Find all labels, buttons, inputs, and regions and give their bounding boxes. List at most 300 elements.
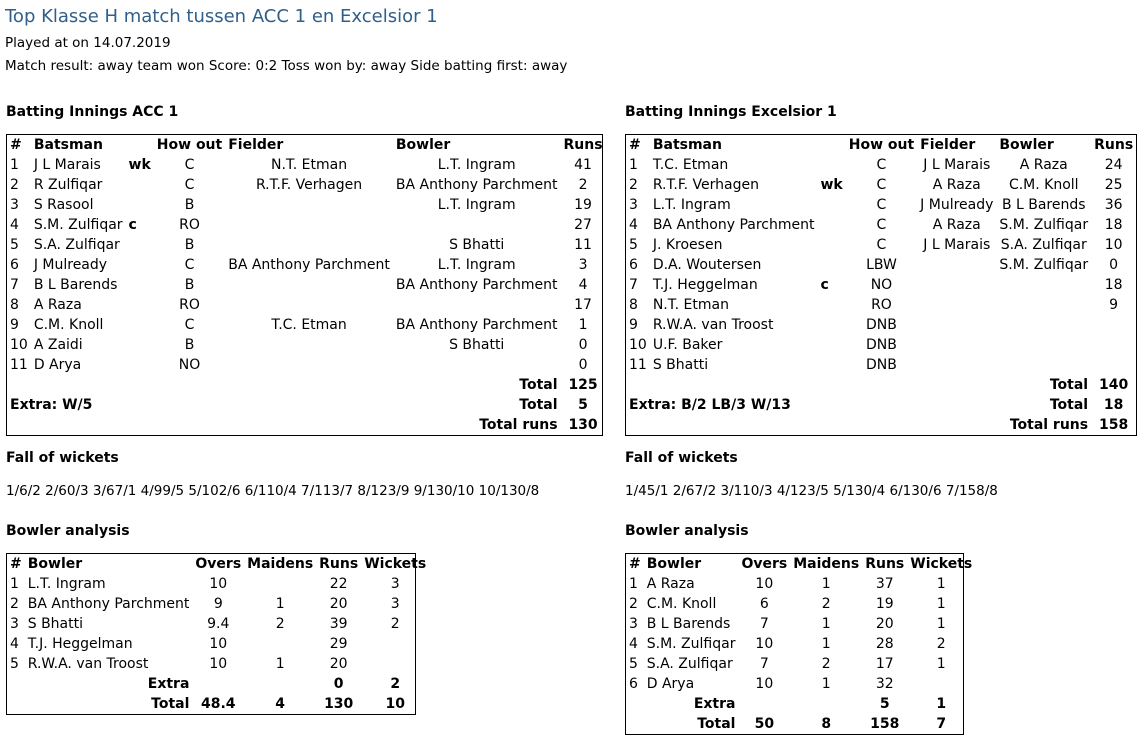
table-row [626,195,1136,215]
runs: 17 [875,656,894,672]
player-role-marker [126,275,154,295]
col-header-bowler: Bowler [395,137,451,153]
bowler-analysis-heading: Bowler analysis [6,523,130,539]
table-row [7,175,606,195]
player-role-marker [126,355,154,375]
batting-position: 8 [10,297,19,313]
extra-row [7,674,429,694]
runs: 19 [574,197,592,213]
total-runs-row [626,415,1136,435]
table-row [7,295,606,315]
bowler-position: 4 [10,636,19,652]
col-header-maidens: Maidens [247,556,314,572]
extra-runs: 5 [879,696,890,712]
col-header-num: # [10,556,22,572]
player-role-marker [126,295,154,315]
batsman-name: S.M. Zulfiqar [33,217,123,233]
how-out: RO [871,297,892,313]
col-header-fielder: Fielder [228,137,284,153]
overs: 9 [213,596,223,612]
overs: 10 [755,636,774,652]
runs: 0 [578,357,588,373]
fielder-name [917,335,996,355]
wickets [907,674,975,694]
batsman-name: B L Barends [33,277,118,293]
col-header-overs: Overs [195,556,242,572]
total-value: 125 [568,377,598,393]
runs: 19 [875,596,894,612]
total-overs: 48.4 [201,696,236,712]
fielder-name: J L Marais [923,157,991,173]
total-row [7,375,606,395]
batsman-name: J. Kroesen [652,237,723,253]
col-header-bowler: Bowler [646,556,702,572]
runs: 25 [1104,177,1123,193]
bowler-position: 1 [10,576,19,592]
batting-position: 5 [10,237,19,253]
total-runs-value: 158 [1099,417,1129,433]
batsman-name: S.A. Zulfiqar [33,237,120,253]
table-row [626,315,1136,335]
bowler-position: 5 [629,656,638,672]
batting-position: 3 [10,197,19,213]
bowler-name [996,295,1091,315]
table-row [7,614,429,634]
how-out: B [184,237,195,253]
player-role-marker: c [128,217,137,233]
player-role-marker [126,335,154,355]
batsman-name: A Raza [33,297,82,313]
maidens: 2 [821,656,831,672]
col-header-runs: Runs [1094,137,1134,153]
how-out: B [184,197,195,213]
extra-row [7,395,606,415]
how-out: RO [179,217,200,233]
runs: 11 [574,237,592,253]
col-header-runs: Runs [319,556,359,572]
bowler-name: C.M. Knoll [1008,177,1079,193]
runs: 24 [1104,157,1123,173]
batting-position: 7 [10,277,19,293]
total-maidens: 4 [275,696,286,712]
total-runs-label: Total runs [1009,417,1089,433]
col-header-fielder: Fielder [920,137,976,153]
table-row [626,255,1136,275]
how-out: C [184,257,195,273]
how-out: C [184,177,195,193]
fielder-name: A Raza [932,177,981,193]
batting-position: 1 [629,157,638,173]
player-role-marker: wk [820,177,843,193]
bowler-name: B L Barends [1001,197,1086,213]
wickets: 3 [390,576,400,592]
fielder-name: N.T. Etman [270,157,348,173]
bowler-name [393,355,561,375]
bowling-table-acc [6,553,427,715]
runs: 36 [1104,197,1123,213]
wickets [361,654,429,674]
total-row [7,694,429,714]
player-role-marker [817,215,845,235]
player-role-marker [126,175,154,195]
how-out: NO [870,277,893,293]
empty-cell [790,694,862,714]
col-header-overs: Overs [741,556,788,572]
table-row [626,335,1136,355]
total-wickets: 7 [936,716,947,732]
total-label: Total [1049,377,1089,393]
table-header-row [7,554,429,574]
runs: 18 [1104,277,1123,293]
fielder-name [225,335,393,355]
how-out: C [184,317,195,333]
extras-total-label: Total [519,397,558,413]
bowler-name: BA Anthony Parchment [27,596,190,612]
runs: 0 [578,337,588,353]
batting-table-acc [6,134,603,436]
fielder-name [225,235,393,255]
bowler-position: 3 [10,616,19,632]
fow-heading: Fall of wickets [625,450,738,466]
batsman-name: J L Marais [33,157,101,173]
runs: 20 [875,616,894,632]
bowler-name: B L Barends [646,616,731,632]
bowler-name [996,355,1091,375]
maidens: 1 [275,656,285,672]
col-header-how-out: How out [156,137,223,153]
overs: 7 [759,616,769,632]
table-row [626,295,1136,315]
col-header-num: # [10,137,22,153]
runs: 17 [574,297,592,313]
fielder-name [225,195,393,215]
col-header-bowler: Bowler [999,137,1054,153]
how-out: C [876,177,887,193]
batsman-name: S Bhatti [652,357,709,373]
table-row [626,594,975,614]
overs: 7 [759,656,769,672]
bowler-name: L.T. Ingram [437,197,516,213]
player-role-marker [817,195,845,215]
runs: 22 [329,576,348,592]
extras-breakdown: Extra: W/5 [10,397,93,413]
maidens: 2 [275,616,285,632]
extras-total-label: Total [1049,397,1089,413]
how-out: C [184,157,195,173]
fielder-name: BA Anthony Parchment [228,257,390,273]
batsman-name: T.J. Heggelman [652,277,758,293]
batting-position: 1 [10,157,19,173]
table-row [626,155,1136,175]
overs: 10 [209,656,228,672]
bowler-position: 2 [629,596,638,612]
empty-cell [244,674,316,694]
player-role-marker [817,255,845,275]
total-maidens: 8 [821,716,832,732]
fielder-name [917,255,996,275]
batting-position: 11 [629,357,647,373]
total-runs: 130 [324,696,354,712]
innings-heading: Batting Innings Excelsior 1 [625,104,837,120]
player-role-marker [817,335,845,355]
runs: 20 [329,656,348,672]
bowler-position: 1 [629,576,638,592]
how-out: DNB [866,337,897,353]
runs: 0 [1109,257,1119,273]
batsman-name: D Arya [33,357,82,373]
total-label: Total [697,716,736,732]
bowler-name: L.T. Ingram [437,257,516,273]
runs [1091,315,1136,335]
runs: 10 [1104,237,1123,253]
wickets: 3 [390,596,400,612]
batting-position: 3 [629,197,638,213]
bowler-name: S.M. Zulfiqar [999,257,1089,273]
how-out: B [184,277,195,293]
fielder-name [225,295,393,315]
table-row [7,235,606,255]
player-role-marker [126,315,154,335]
how-out: LBW [866,257,897,273]
table-row [626,235,1136,255]
batting-position: 10 [629,337,647,353]
how-out: C [876,237,887,253]
maidens [244,574,316,594]
total-row [626,714,975,734]
bowler-name [996,335,1091,355]
runs: 1 [578,317,588,333]
bowler-name: BA Anthony Parchment [395,317,558,333]
table-row [626,654,975,674]
maidens: 2 [821,596,831,612]
fielder-name [225,275,393,295]
runs: 29 [329,636,348,652]
player-role-marker [126,255,154,275]
batsman-name: U.F. Baker [652,337,723,353]
batting-position: 8 [629,297,638,313]
table-row [7,355,606,375]
fielder-name: T.C. Etman [271,317,347,333]
fielder-name [225,215,393,235]
table-row [7,654,429,674]
batting-position: 11 [10,357,28,373]
maidens: 1 [821,636,831,652]
batting-position: 4 [10,217,19,233]
wickets: 2 [936,636,946,652]
col-header-num: # [629,137,641,153]
runs: 9 [1109,297,1119,313]
how-out: B [184,337,195,353]
overs: 10 [755,676,774,692]
maidens: 1 [821,576,831,592]
total-runs: 158 [870,716,900,732]
how-out: NO [178,357,201,373]
table-row [626,634,975,654]
overs: 6 [759,596,769,612]
player-role-marker [817,235,845,255]
total-wickets: 10 [385,696,405,712]
page-title: Top Klasse H match tussen ACC 1 en Excelsior 1 [5,6,438,27]
batting-position: 10 [10,337,28,353]
total-runs-row [7,415,606,435]
batting-position: 2 [10,177,19,193]
table-row [7,275,606,295]
how-out: C [876,157,887,173]
bowler-name: S.M. Zulfiqar [646,636,736,652]
wickets: 1 [936,576,946,592]
bowler-name: L.T. Ingram [437,157,516,173]
table-header-row [7,135,606,155]
runs: 41 [574,157,592,173]
table-row [7,315,606,335]
runs: 27 [574,217,592,233]
extra-runs: 0 [333,676,344,692]
player-role-marker [817,355,845,375]
batsman-name: L.T. Ingram [652,197,731,213]
bowler-analysis-heading: Bowler analysis [625,523,749,539]
extra-wickets: 1 [936,696,947,712]
batsman-name: BA Anthony Parchment [652,217,815,233]
how-out: C [876,197,887,213]
bowler-name: A Raza [1019,157,1068,173]
bowler-name [393,295,561,315]
total-row [626,375,1136,395]
table-row [626,614,975,634]
player-role-marker [126,235,154,255]
wickets: 1 [936,616,946,632]
col-header-num: # [629,556,641,572]
total-overs: 50 [754,716,775,732]
table-row [7,594,429,614]
bowler-name: T.J. Heggelman [27,636,133,652]
fall-of-wickets: 1/6/2 2/60/3 3/67/1 4/99/5 5/102/6 6/110/4 7/113/7 8/123/9 9/130/10 10/130/8 [6,483,540,499]
fielder-name [917,315,996,335]
extra-row [626,395,1136,415]
batsman-name: T.C. Etman [652,157,729,173]
bowler-position: 5 [10,656,19,672]
wickets [361,634,429,654]
extra-wickets: 2 [390,676,401,692]
col-header-how-out: How out [848,137,915,153]
table-row [7,155,606,175]
total-label: Total [519,377,558,393]
runs: 37 [875,576,894,592]
how-out: DNB [866,357,897,373]
runs: 39 [329,616,348,632]
overs: 10 [209,576,228,592]
runs [1091,335,1136,355]
extras-total-value: 5 [578,397,588,413]
bowler-name: S Bhatti [27,616,83,632]
extras-total-value: 18 [1103,397,1124,413]
table-row [626,355,1136,375]
bowler-name [996,315,1091,335]
player-role-marker [126,195,154,215]
col-header-wickets: Wickets [910,556,973,572]
bowler-name: S.A. Zulfiqar [1000,237,1087,253]
empty-cell [192,674,244,694]
fielder-name: J L Marais [923,237,991,253]
col-header-batsman: Batsman [652,137,722,153]
fielder-name: A Raza [932,217,981,233]
total-label: Total [151,696,190,712]
bowler-name: A Raza [646,576,695,592]
batsman-name: C.M. Knoll [33,317,104,333]
how-out: DNB [866,317,897,333]
batsman-name: A Zaidi [33,337,83,353]
bowler-name: S.A. Zulfiqar [646,656,733,672]
fielder-name: J Mulready [920,197,994,213]
bowler-name: S.M. Zulfiqar [999,217,1089,233]
bowling-table-excelsior [625,553,973,735]
col-header-maidens: Maidens [793,556,860,572]
table-row [7,335,606,355]
runs [1091,355,1136,375]
fielder-name: R.T.F. Verhagen [255,177,363,193]
fall-of-wickets: 1/45/1 2/67/2 3/110/3 4/123/5 5/130/4 6/130/6 7/158/8 [625,483,998,499]
batsman-name: J Mulready [33,257,108,273]
overs: 9.4 [207,616,230,632]
batting-position: 6 [629,257,638,273]
player-role-marker [817,315,845,335]
runs: 2 [578,177,588,193]
batsman-name: R.T.F. Verhagen [652,177,759,193]
fielder-name [225,355,393,375]
extra-row [626,694,975,714]
batsman-name: S Rasool [33,197,94,213]
col-header-runs: Runs [563,137,603,153]
player-role-marker: wk [128,157,151,173]
table-row [7,215,606,235]
runs: 18 [1104,217,1123,233]
col-header-bowler: Bowler [27,556,83,572]
fielder-name [917,295,996,315]
table-row [7,195,606,215]
bowler-name: C.M. Knoll [646,596,717,612]
innings-heading: Batting Innings ACC 1 [6,104,179,120]
wickets: 1 [936,596,946,612]
bowler-position: 4 [629,636,638,652]
batsman-name: R Zulfiqar [33,177,103,193]
total-value: 140 [1099,377,1129,393]
player-role-marker [817,155,845,175]
batting-position: 6 [10,257,19,273]
batting-position: 5 [629,237,638,253]
runs: 4 [578,277,588,293]
col-header-runs: Runs [865,556,905,572]
overs: 10 [755,576,774,592]
played-date: Played at on 14.07.2019 [5,35,171,51]
maidens [244,634,316,654]
bowler-name: S Bhatti [449,337,505,353]
fow-heading: Fall of wickets [6,450,119,466]
table-row [626,275,1136,295]
wickets: 2 [390,616,400,632]
match-result: Match result: away team won Score: 0:2 Toss won by: away Side batting first: away [5,58,568,74]
bowler-name: D Arya [646,676,695,692]
table-row [626,574,975,594]
bowler-name: BA Anthony Parchment [395,277,558,293]
bowler-position: 2 [10,596,19,612]
table-header-row [626,554,975,574]
overs: 10 [209,636,228,652]
how-out: RO [179,297,200,313]
batting-position: 7 [629,277,638,293]
player-role-marker: c [820,277,829,293]
bowler-name [996,275,1091,295]
bowler-position: 3 [629,616,638,632]
col-header-batsman: Batsman [33,137,103,153]
